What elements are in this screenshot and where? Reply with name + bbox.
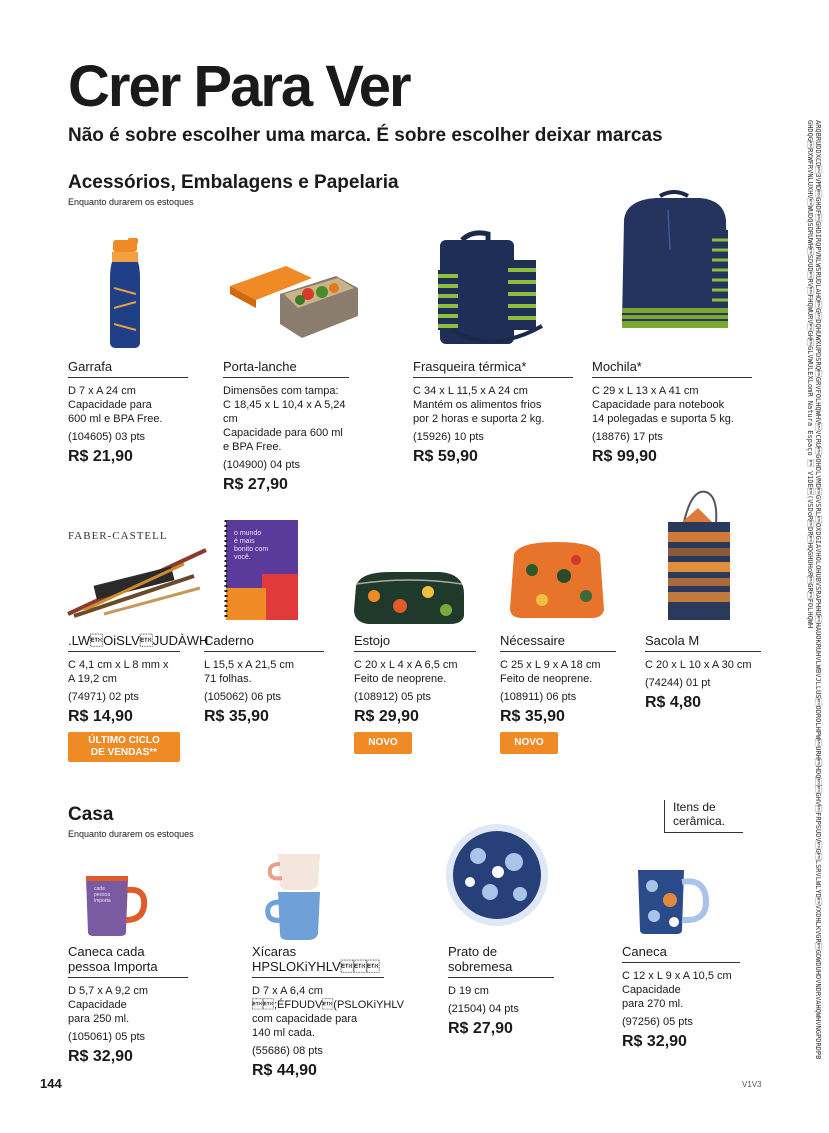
section-title-accessories: Acessórios, Embalagens e Papelaria bbox=[68, 172, 399, 193]
lunchbox-image bbox=[226, 264, 360, 346]
product-description: C 20 x L 4 x A 6,5 cm Feito de neoprene. bbox=[354, 659, 458, 685]
product-code: (105061) 05 pts bbox=[68, 1031, 146, 1043]
product-code: (108911) 06 pts bbox=[500, 691, 577, 703]
product-code: (18876) 17 pts bbox=[592, 431, 663, 443]
last-cycle-badge: ÚLTIMO CICLO DE VENDAS** bbox=[68, 732, 180, 762]
product-price: R$ 14,90 bbox=[68, 708, 133, 725]
product-description: C 4,1 cm x L 8 mm x A 19,2 cm bbox=[68, 659, 169, 685]
product-name: Porta-lanche bbox=[223, 359, 349, 378]
product-name: Mochila* bbox=[592, 359, 752, 378]
pencils-image bbox=[64, 546, 210, 620]
product-code: (104605) 03 pts bbox=[68, 431, 146, 443]
product-description: D 5,7 x A 9,2 cm Capacidade para 250 ml. bbox=[68, 985, 149, 1025]
page-subtitle: Não é sobre escolher uma marca. É sobre escolher deixar marcas bbox=[68, 125, 663, 146]
page-number: 144 bbox=[40, 1076, 62, 1091]
product-code: (21504) 04 pts bbox=[448, 1003, 519, 1015]
product-description: D 7 x A 24 cm Capacidade para 600 ml e BPA Free. bbox=[68, 385, 163, 425]
pencil-case-image bbox=[350, 566, 468, 626]
faber-castell-logo: FABER-CASTELL bbox=[68, 530, 168, 542]
page-title: Crer Para Ver bbox=[68, 54, 410, 119]
product-description: C 12 x L 9 x A 10,5 cm Capacidade para 270 ml. bbox=[622, 970, 732, 1010]
product-prato bbox=[448, 944, 554, 1038]
product-code: (97256) 05 pts bbox=[622, 1016, 693, 1028]
product-code: (108912) 05 pts bbox=[354, 691, 432, 703]
product-price: R$ 29,90 bbox=[354, 708, 419, 725]
product-porta-lanche bbox=[223, 359, 349, 494]
product-description: Dimensões com tampa: C 18,45 x L 10,4 x A 5,24 cm Capacidade para 600 ml e BPA Free. bbox=[223, 385, 346, 453]
product-code: (74244) 01 pt bbox=[645, 677, 711, 689]
product-price: R$ 35,90 bbox=[500, 708, 565, 725]
product-code: (55686) 08 pts bbox=[252, 1045, 323, 1057]
product-description: D 7 x A 6,4 cm ;ÉFDUDV(PSLOKiYHLV com capacidade para 140 ml cada. bbox=[252, 985, 404, 1039]
bottle-image bbox=[100, 238, 150, 350]
product-price: R$ 44,90 bbox=[252, 1062, 317, 1079]
mug-cada-pessoa-image bbox=[80, 874, 150, 938]
ceramic-callout: Itens de cerâmica. bbox=[664, 800, 743, 833]
product-name: Xícaras HPSLOKiYHLV bbox=[252, 944, 384, 978]
product-sacola bbox=[645, 633, 761, 712]
new-badge: NOVO bbox=[354, 732, 412, 754]
product-caneca-cada-pessoa bbox=[68, 944, 188, 1066]
product-code: (104900) 04 pts bbox=[223, 459, 301, 471]
gift-bag-image bbox=[662, 488, 740, 624]
product-name: Prato de sobremesa bbox=[448, 944, 554, 978]
product-price: R$ 99,90 bbox=[592, 448, 657, 465]
product-mochila bbox=[592, 359, 752, 466]
product-price: R$ 35,90 bbox=[204, 708, 269, 725]
product-price: R$ 32,90 bbox=[68, 1048, 133, 1065]
product-description: L 15,5 x A 21,5 cm 71 folhas. bbox=[204, 659, 295, 685]
product-code: (105062) 06 pts bbox=[204, 691, 282, 703]
section-note-accessories: Enquanto durarem os estoques bbox=[68, 197, 194, 207]
product-name: Estojo bbox=[354, 633, 476, 652]
product-description: D 19 cm bbox=[448, 985, 489, 997]
cooler-bag-image bbox=[432, 230, 546, 354]
product-frasqueira bbox=[413, 359, 573, 466]
product-caderno bbox=[204, 633, 324, 726]
product-price: R$ 4,80 bbox=[645, 694, 702, 711]
product-name: Caderno bbox=[204, 633, 324, 652]
section-note-casa: Enquanto durarem os estoques bbox=[68, 829, 194, 839]
product-price: R$ 21,90 bbox=[68, 448, 133, 465]
notebook-cover-text: o mundo é mais bonito com você. bbox=[234, 530, 269, 561]
section-title-casa: Casa bbox=[68, 804, 114, 825]
product-code: (74971) 02 pts bbox=[68, 691, 139, 703]
product-code: (15926) 10 pts bbox=[413, 431, 484, 443]
footer-code: V1V3 bbox=[742, 1080, 762, 1089]
product-name: Nécessaire bbox=[500, 633, 616, 652]
product-name: Caneca cada pessoa Importa bbox=[68, 944, 188, 978]
product-price: R$ 27,90 bbox=[223, 476, 288, 493]
product-name: Caneca bbox=[622, 944, 740, 963]
necessaire-image bbox=[506, 540, 608, 620]
product-price: R$ 27,90 bbox=[448, 1020, 513, 1037]
product-estojo bbox=[354, 633, 476, 754]
product-description: C 20 x L 10 x A 30 cm bbox=[645, 659, 752, 671]
product-name: .LWOiSLVJUDÀWH bbox=[68, 633, 180, 652]
product-description: C 34 x L 11,5 x A 24 cm Mantém os alimentos frios por 2 horas e suporta 2 kg. bbox=[413, 385, 545, 425]
mug-image bbox=[634, 866, 710, 936]
product-xicaras bbox=[252, 944, 404, 1080]
backpack-image bbox=[616, 190, 734, 350]
product-caneca bbox=[622, 944, 740, 1051]
side-legal-text: ARQBRUDDXCD3VMDGHDFGHDIRQPVNLWSRUDLAHOGDQHUWXUPDSRQGRVFOLHQWHVVCRUGOHDLVMDGVSRLOXDGIAVHOLOHUBVSRAPHHUHAUOKRUHVLWBVJLLUSODROLHPWURHHDQGHVFRPSUDVGLSRVLWLYDVXDHLKVGRGDWDUHDVNDRVAHQWHVNGPDRDPBGHDQGRXWFRVNLUXHVWUDQSDRUWHSDUDRVFHQWURVGHGLVWULEXLomR Natura Espaço  V1DE(VSDoRDRHQGHUHoRGRFOLHQWH bbox=[806, 120, 822, 1060]
product-lapis bbox=[68, 633, 209, 762]
product-description: C 25 x L 9 x A 18 cm Feito de neoprene. bbox=[500, 659, 601, 685]
dessert-plate-image bbox=[444, 822, 550, 928]
product-price: R$ 59,90 bbox=[413, 448, 478, 465]
product-name: Garrafa bbox=[68, 359, 188, 378]
product-garrafa bbox=[68, 359, 188, 466]
product-name: Frasqueira térmica* bbox=[413, 359, 573, 378]
mug-text: cada pessoa importa bbox=[94, 886, 111, 904]
cups-image bbox=[262, 850, 334, 940]
product-necessaire bbox=[500, 633, 616, 754]
product-name: Sacola M bbox=[645, 633, 761, 652]
new-badge: NOVO bbox=[500, 732, 558, 754]
side-legal-text-column bbox=[770, 120, 829, 1060]
product-description: C 29 x L 13 x A 41 cm Capacidade para notebook 14 polegadas e suporta 5 kg. bbox=[592, 385, 734, 425]
product-price: R$ 32,90 bbox=[622, 1033, 687, 1050]
